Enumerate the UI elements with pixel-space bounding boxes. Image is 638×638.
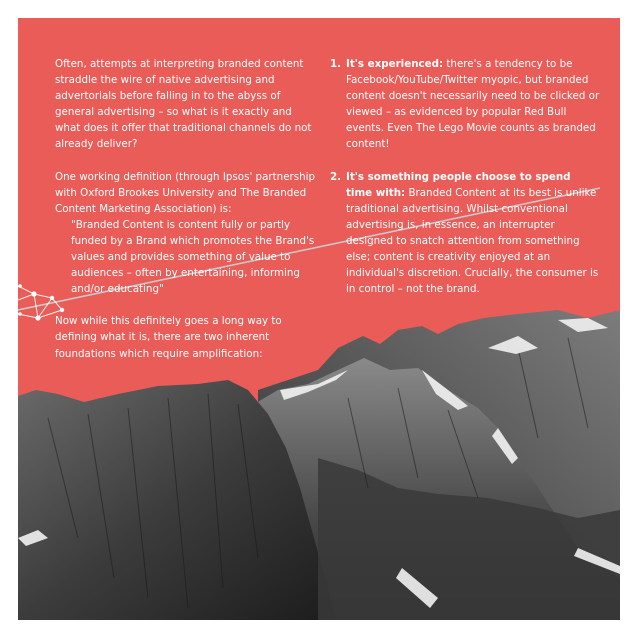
intro-paragraph: Often, attempts at interpreting branded content straddle the wire of native advertising and advertorials before falling in to the abyss of general advertising – so what is it exactly and what does it offer that traditional channels do not already deliver? xyxy=(55,58,312,151)
list-heading: It's experienced: xyxy=(346,58,444,70)
left-column xyxy=(55,56,319,362)
page xyxy=(18,18,620,620)
list-item-1 xyxy=(330,56,600,153)
list-item-2 xyxy=(330,169,600,298)
right-column xyxy=(330,56,600,297)
definition-quote: "Branded Content is content fully or partly funded by a Brand which promotes the Brand's values and provides something of value to audiences – often by entertaining, informing and/or educating" xyxy=(71,218,315,296)
closing-paragraph: Now while this definitely goes a long way to defining what it is, there are two inherent foundations which require amplification: xyxy=(55,315,282,360)
list-number: 1. xyxy=(330,58,342,70)
list-text: Branded Content at its best is unlike traditional advertising. Whilst conventional advertising is, in essence, an interrupter designed to snatch attention from something else; content is creativity enjoyed at an individual's discretion. Crucially, the consumer is in control – not the brand. xyxy=(346,186,599,296)
list-text: there's a tendency to be Facebook/YouTube/Twitter myopic, but branded content doesn't necessarily need to be clicked or viewed – as evidenced by popular Red Bull events. Even The Lego Movie counts as branded content! xyxy=(346,58,600,151)
list-number: 2. xyxy=(330,170,342,183)
list-heading: It's something people choose to spend time with: xyxy=(346,170,571,199)
definition-lead: One working definition (through Ipsos' partnership with Oxford Brookes University and The Branded Content Marketing Association) is: xyxy=(55,170,316,215)
